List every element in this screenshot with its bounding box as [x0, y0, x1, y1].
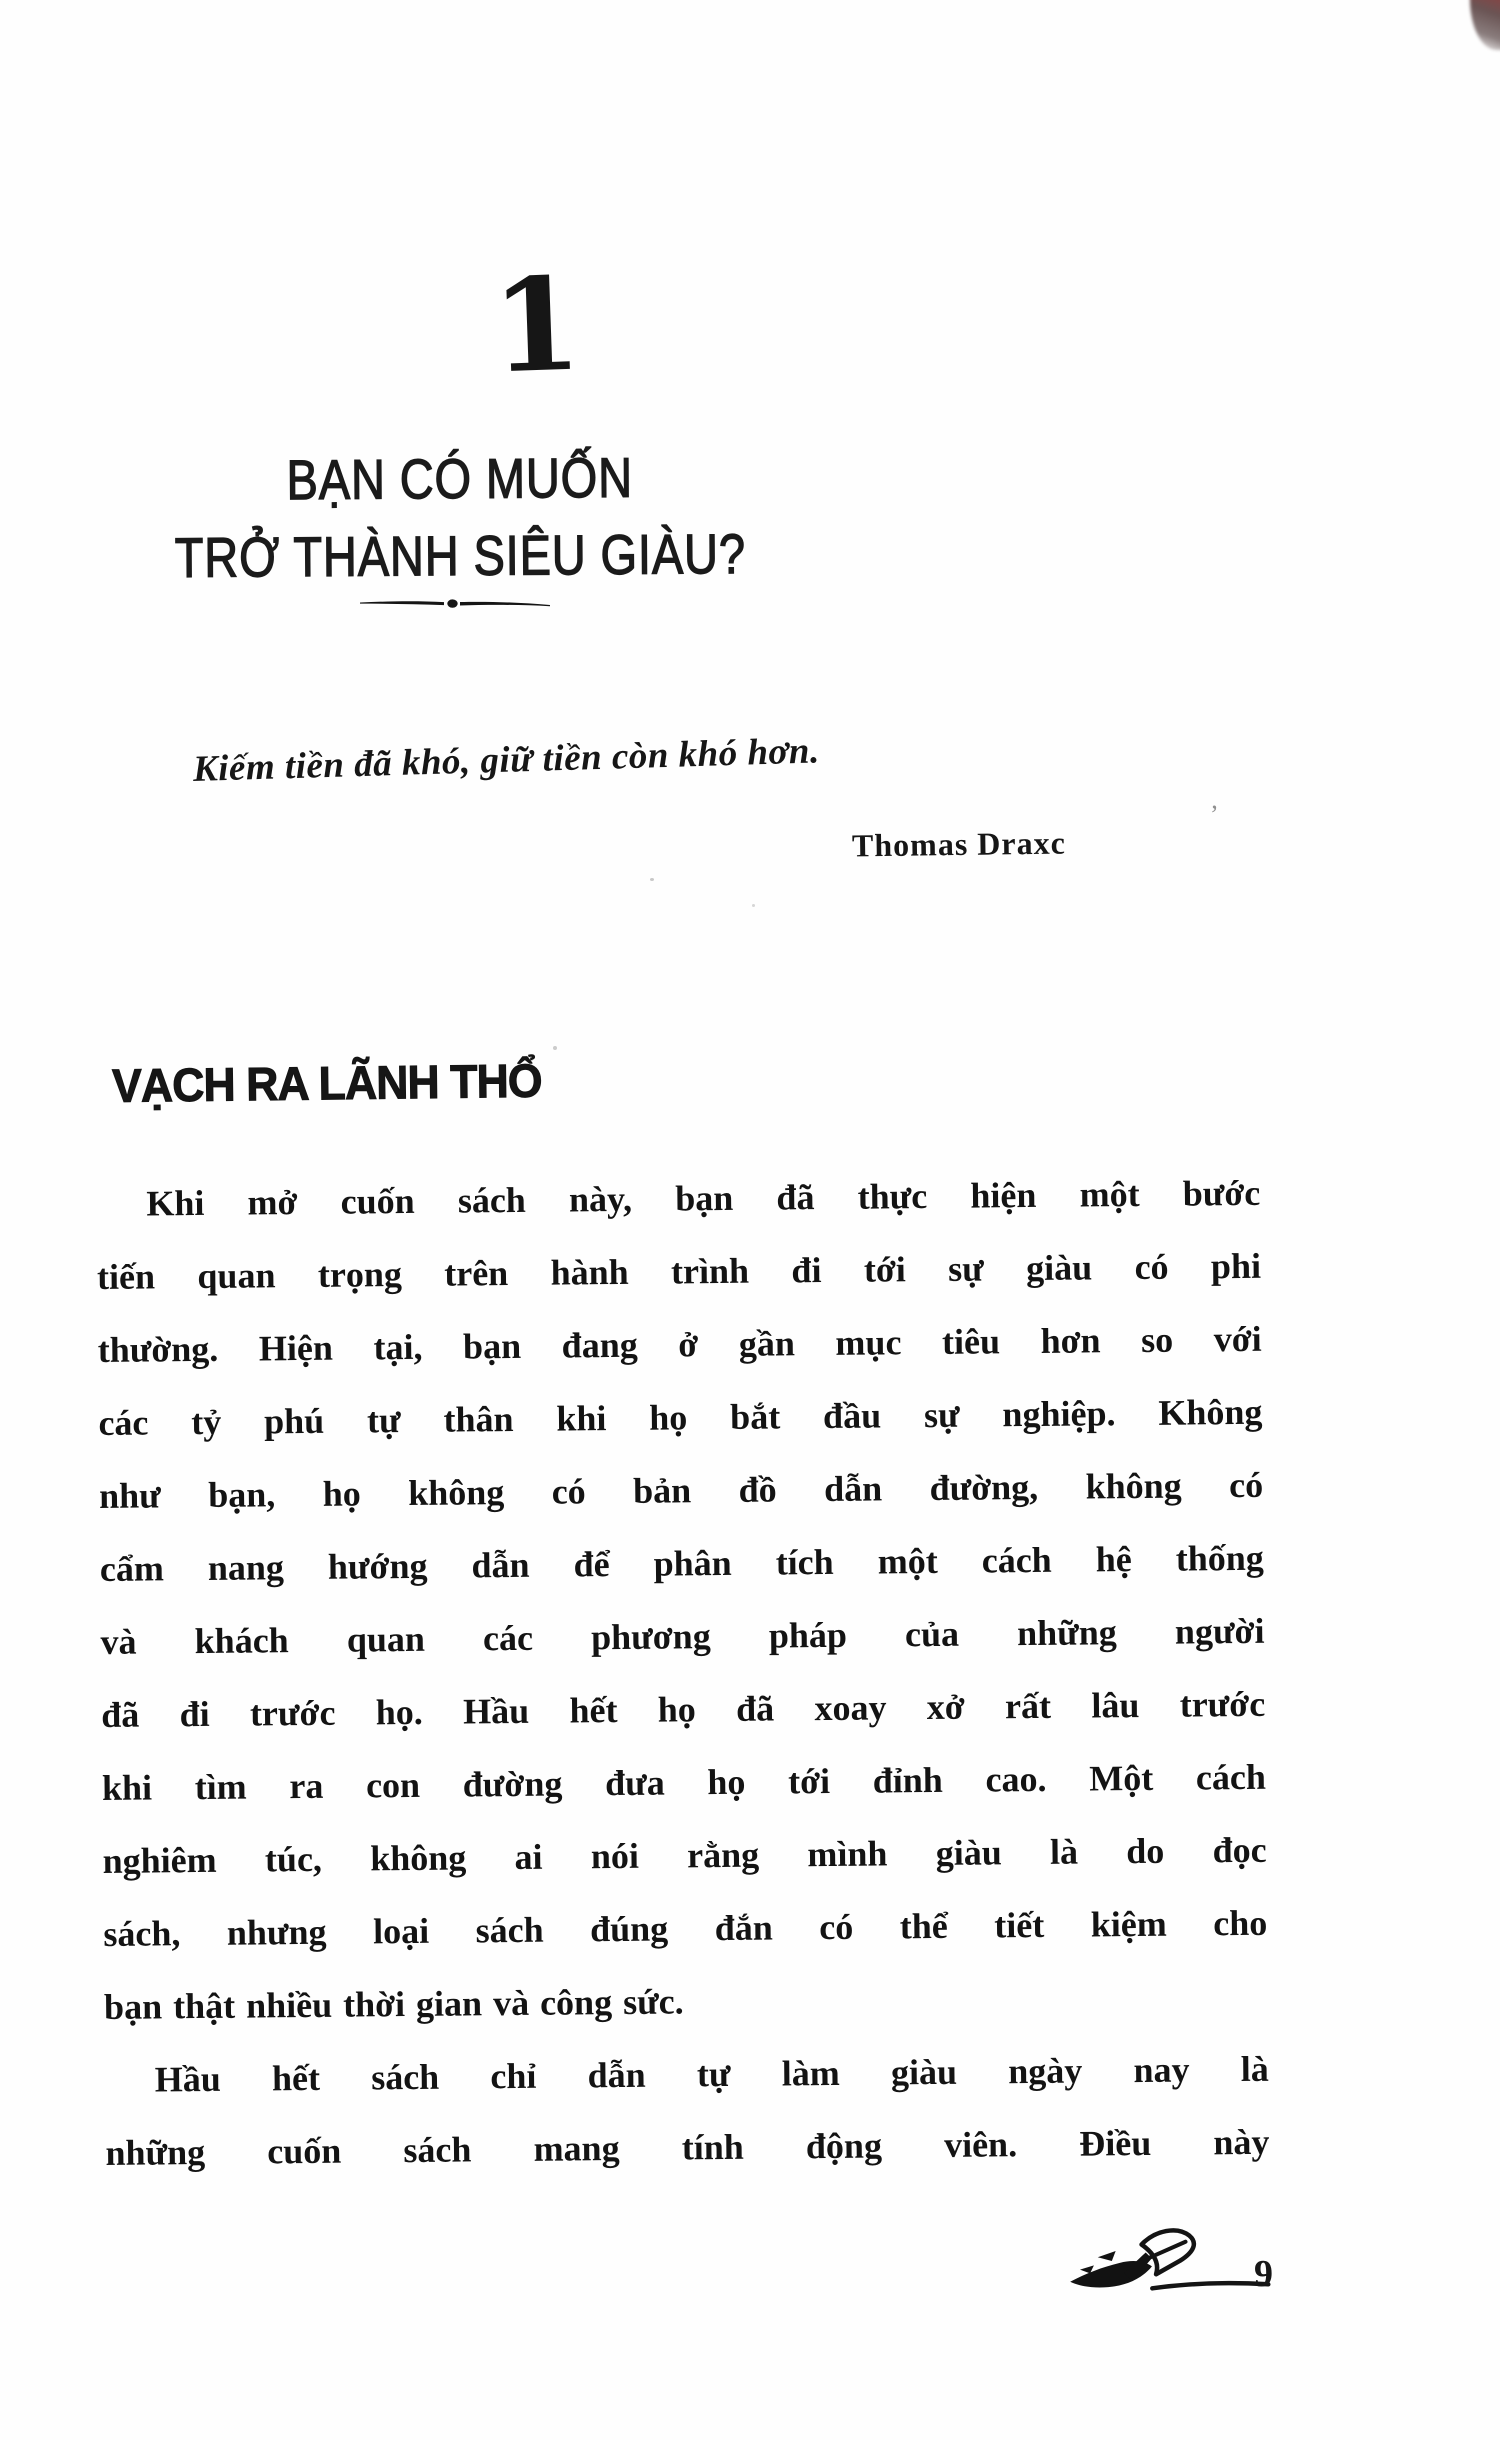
- body-line: cẩm nang hướng dẫn để phân tích một cách hệ thống: [99, 1537, 1264, 1589]
- body-line: như bạn, họ không có bản đồ dẫn đường, không có: [98, 1464, 1264, 1516]
- body-line: sách, nhưng loại sách đúng đắn có thể tiết kiệm cho: [103, 1902, 1268, 1954]
- body-paragraph: [96, 1157, 1268, 2044]
- body-line: Khi mở cuốn sách này, bạn đã thực hiện một bước: [146, 1172, 1261, 1224]
- body-line: nghiêm túc, không ai nói rằng mình giàu là do đọc: [102, 1829, 1267, 1881]
- body-line: những cuốn sách mang tính động viên. Điều này: [105, 2121, 1270, 2173]
- body-line: và khách quan các phương pháp của những người: [100, 1610, 1265, 1662]
- chapter-title-line-1: BẠN CÓ MUỐN: [286, 445, 634, 512]
- body-line: khi tìm ra con đường đưa họ tới đỉnh cao. Một cách: [101, 1756, 1267, 1808]
- page-corner-mark: [1470, 0, 1500, 50]
- body-line: bạn thật nhiều thời gian và công sức.: [103, 1981, 684, 2027]
- body-text: [96, 1157, 1270, 2190]
- scan-speck: ’: [1210, 800, 1219, 829]
- body-line: tiến quan trọng trên hành trình đi tới sự giàu có phi: [96, 1245, 1262, 1297]
- quill-flourish-icon: [1067, 2226, 1274, 2314]
- epigraph-quote: Kiếm tiền đã khó, giữ tiền còn khó hơn.: [192, 730, 821, 790]
- body-line: thường. Hiện tại, bạn đang ở gần mục tiêu hơn so với: [97, 1318, 1262, 1370]
- body-line: các tỷ phú tự thân khi họ bắt đầu sự nghiệp. Không: [98, 1391, 1263, 1443]
- epigraph-attribution: Thomas Draxc: [851, 824, 1066, 864]
- scan-speck: [553, 1046, 557, 1050]
- body-line: Hầu hết sách chỉ dẫn tự làm giàu ngày nay là: [154, 2048, 1269, 2100]
- chapter-number: 1: [489, 249, 584, 403]
- scan-speck: [752, 904, 755, 907]
- chapter-title-line-2: TRỞ THÀNH SIÊU GIÀU?: [174, 522, 747, 589]
- section-heading: VẠCH RA LÃNH THỔ: [111, 1053, 542, 1112]
- title-divider-icon: [356, 593, 554, 613]
- body-line: đã đi trước họ. Hầu hết họ đã xoay xở rất lâu trước: [101, 1683, 1266, 1735]
- scan-speck: [650, 878, 654, 881]
- body-paragraph: [104, 2033, 1269, 2190]
- page-number: 9: [1254, 2253, 1273, 2295]
- chapter-title: [132, 438, 788, 597]
